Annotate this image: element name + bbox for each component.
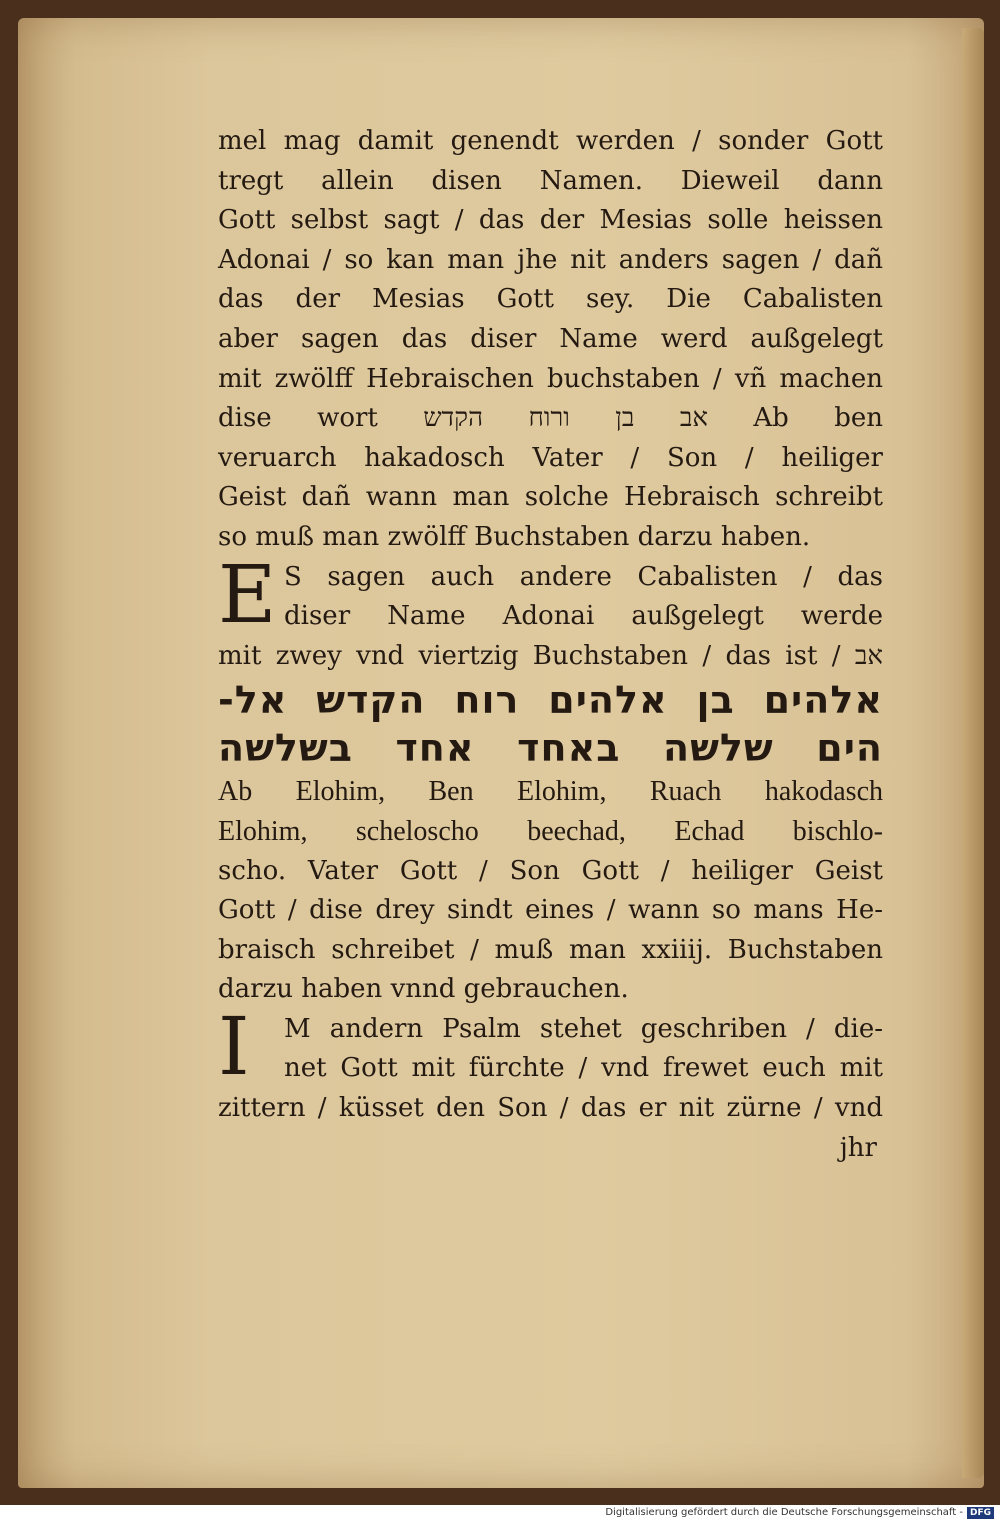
drop-cap-e: E bbox=[218, 547, 277, 641]
catchword: jhr bbox=[839, 1132, 877, 1163]
text-line: scho. Vater Gott / Son Gott / heiliger Geist bbox=[218, 855, 883, 886]
translit-line: Elohim, schelоscho beechad, Echad bischlo- bbox=[218, 815, 883, 847]
hebrew-line: אלהים בן אלהים רוח הקדש אל- bbox=[218, 678, 883, 723]
hebrew-line: הים שלשה באחד אחד בשלשה bbox=[218, 726, 883, 771]
text-line: Adonai / so kan man jhe nit anders sagen / dañ bbox=[218, 244, 883, 275]
text-line: mit zwölff Hebraischen buchstaben / vñ machen bbox=[218, 363, 883, 394]
paragraph-i bbox=[218, 999, 883, 1093]
paragraph-e bbox=[218, 547, 883, 641]
text-line: tregt allein disen Namen. Dieweil dann bbox=[218, 165, 883, 196]
text-line: das der Mesias Gott sey. Die Cabalisten bbox=[218, 284, 883, 315]
text-line: Gott / dise drey sindt eines / wann so mans He- bbox=[218, 895, 883, 926]
funding-credit: Digitalisierung gefördert durch die Deutsche Forschungsgemeinschaft - bbox=[605, 1507, 963, 1518]
translit-line: Ab Elohim, Ben Elohim, Ruach hakodasch bbox=[218, 776, 883, 808]
text-line: braisch schreibet / muß man xxiiij. Buchstaben bbox=[218, 934, 883, 965]
text-line: dise wort אב בן ורוח הקדש Ab ben bbox=[218, 403, 883, 434]
page-text bbox=[218, 122, 883, 1168]
text-line: diser Name Adonai außgelegt werde bbox=[284, 601, 883, 632]
drop-cap-i: I bbox=[218, 999, 250, 1093]
text-line: aber sagen das diser Name werd außgelegt bbox=[218, 323, 883, 354]
text-line: veruarch hakadosch Vater / Son / heiliger bbox=[218, 442, 883, 473]
footer-bar bbox=[0, 1505, 1000, 1521]
text-line: net Gott mit fürchte / vnd frewet euch mit bbox=[284, 1053, 883, 1084]
text-line: Gott selbst sagt / das der Mesias solle heissen bbox=[218, 205, 883, 236]
dfg-logo: DFG bbox=[967, 1507, 994, 1519]
text-line: S sagen auch andere Cabalisten / das bbox=[284, 561, 883, 592]
text-line: M andern Psalm stehet geschriben / die- bbox=[284, 1013, 883, 1044]
text-line: darzu haben vnnd gebrauchen. bbox=[218, 974, 629, 1005]
text-line: mit zwey vnd viertzig Buchstaben / das ist / אב bbox=[218, 640, 883, 671]
text-line: zittern / küsset den Son / das er nit zürne / vnd bbox=[218, 1093, 883, 1124]
page-edge bbox=[962, 28, 984, 1478]
text-line: Geist dañ wann man solche Hebraisch schreibt bbox=[218, 482, 883, 513]
text-line: mel mag damit genendt werden / sonder Gott bbox=[218, 126, 883, 156]
text-line: so muß man zwölff Buchstaben darzu haben. bbox=[218, 521, 811, 552]
